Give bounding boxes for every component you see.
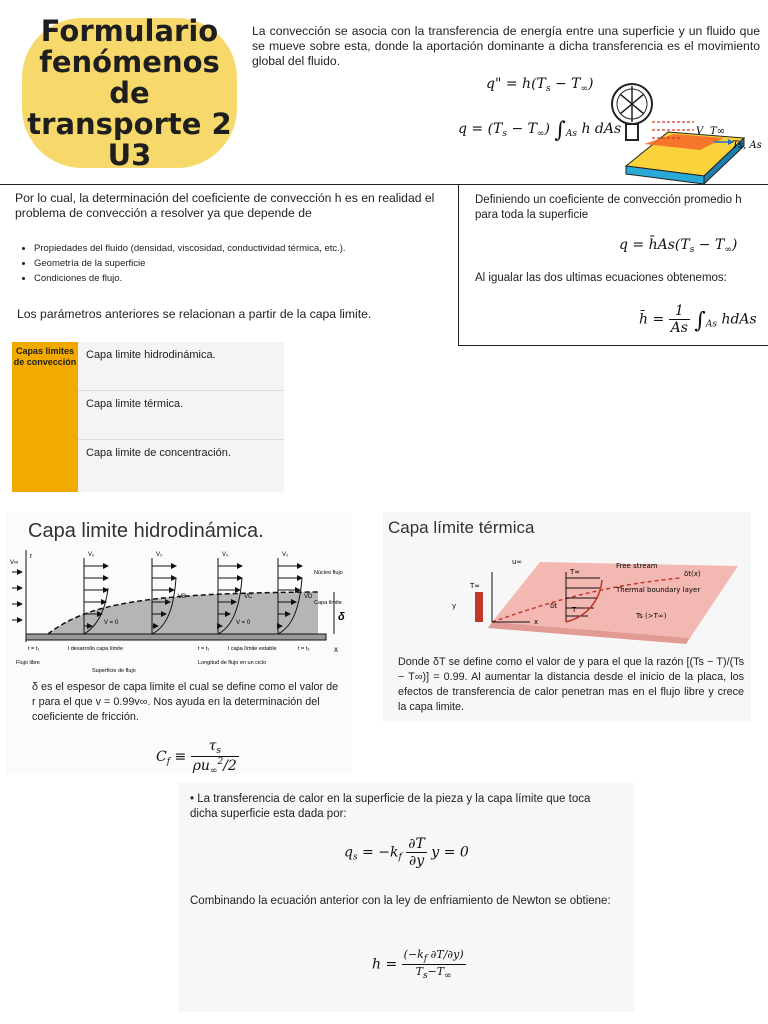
intro-paragraph: La convección se asocia con la transferencia de energía entre una superficie y un fluido que se mueve sobre esta, donde la aportación dominante a dicha transferencia es el movimiento global del fluido. (252, 24, 760, 68)
label-t-inf: T∞ (570, 568, 581, 576)
title-badge (22, 13, 237, 172)
axis-r: r (30, 553, 33, 560)
average-coefficient-box (458, 184, 768, 346)
dependency-list (20, 241, 346, 286)
bottom-bullet: • La transferencia de calor en la superficie de la pieza y la capa límite que toca dicha superficie esta dada por: (190, 793, 591, 820)
hydrodynamic-text: δ es el espesor de capa limite el cual se define como el valor de r para el que v = 0.99v∞. Nos ayuda en la determinación del coeficiente de fricción. (32, 681, 339, 723)
label-v0: V₀ (156, 552, 163, 558)
list-item: • Condiciones de flujo. (34, 271, 346, 286)
label-vb: VB (178, 594, 187, 600)
thermal-title: Capa límite térmica (388, 518, 535, 537)
equation-average-h: h̄ = $\frac{1}{As}$ $\int_{As}$ hdAs (639, 303, 757, 336)
bottom-paragraph: Combinando la ecuación anterior con la ley de enfriamiento de Newton se obtiene: (190, 895, 611, 907)
bottom-bullet-text: La transferencia de calor en la superficie de la pieza y la capa límite que toca dicha superficie esta dada por: (190, 793, 591, 820)
convection-fan-diagram (604, 76, 764, 188)
equation-surface-flux: $q_s = -k_f$ $\frac{\partial T}{\partial y}$ y = 0 (344, 836, 469, 869)
label-superficie: Superficie de flujo (92, 668, 136, 674)
diagram-velocity: V (696, 126, 704, 137)
label-t: T (572, 606, 577, 614)
label-vc: VC (244, 594, 253, 600)
label-l-desarrollo: l desarrollo capa límite (68, 646, 124, 652)
hydrodynamic-diagram (8, 548, 350, 674)
label-v-zero: V = 0 (236, 620, 251, 626)
label-flujo-libre: Flujo libre (16, 660, 40, 666)
label-t1: t = t₁ (28, 646, 40, 652)
heat-transfer-panel (178, 782, 634, 1012)
label-x: x (534, 618, 539, 626)
label-nucleo: Núcleo flujo (314, 570, 343, 576)
label-delta-t-x: δt(x) (684, 570, 701, 578)
equation-h: h = $\frac{(-k_f \partial T/\partial y)}{T_s-T_\infty}$ (372, 948, 464, 981)
label-u-inf: u∞ (512, 558, 523, 566)
list-item: • Geometría de la superficie (34, 256, 346, 271)
equation-average-rate: $q = h̄As(T_s - T_\infty)$ (619, 237, 738, 255)
label-delta-t: δt (550, 602, 558, 610)
label-v-zero: V = 0 (104, 620, 119, 626)
title-line: Formulario (40, 13, 219, 48)
label-v0: V₀ (88, 552, 95, 558)
label-t2: t = t₂ (298, 646, 310, 652)
axis-x: x (334, 645, 338, 654)
box1-paragraph: Por lo cual, la determinación del coeficiente de convección h es en realidad el problema de convección a resolver ya que depende de (15, 191, 435, 220)
label-l-estable: l capa límite estable (228, 646, 277, 652)
diagram-ts-as: Ts, As (732, 140, 762, 151)
equation-heat-flux: q" = $h(T_s - T_\infty)$ (486, 76, 594, 94)
label-vd: VD (304, 594, 313, 600)
label-y: y (452, 602, 457, 610)
label-thermal-bl: Thermal boundary layer (616, 586, 701, 594)
label-t-inf: T∞ (470, 582, 481, 590)
label-v0: V₀ (282, 552, 289, 558)
label-t1: t = t₁ (198, 646, 210, 652)
list-item: • Propiedades del fluido (densidad, viscosidad, conductividad térmica, etc.). (34, 241, 346, 256)
title-line: U3 (107, 137, 152, 172)
capas-list (78, 342, 284, 492)
box2-paragraph2: Al igualar las dos ultimas ecuaciones obtenemos: (475, 272, 727, 284)
convection-coefficient-box (0, 184, 459, 337)
title-line: fenómenos de (39, 44, 220, 110)
label-v0: V₀ (222, 552, 229, 558)
capas-side-label: Capas limites de convección (12, 342, 78, 492)
thermal-text: Donde δT se define como el valor de y para el que la razón [(Ts − T)/(Ts − T∞)] = 0.99. Al aumentar la distancia desde el inicio de la placa, los efectos de transferencia de calor penetran mas en el flujo libre y crece la capa limite. (398, 656, 744, 713)
box2-paragraph1: Definiendo un coeficiente de convección promedio h para toda la superficie (475, 194, 742, 221)
label-v-inf: V∞ (10, 560, 19, 566)
box1-closing: Los parámetros anteriores se relacionan a partir de la capa limite. (17, 307, 372, 321)
title-line: transporte 2 (27, 106, 232, 141)
equation-friction-coefficient: $C_f$ ≡ $\frac{\tau_s}{\rho u_\infty^2/2}$ (156, 738, 237, 776)
list-item: Capa limite térmica. (78, 391, 284, 440)
label-capa: Capa límite (314, 600, 342, 606)
hydrodynamic-title: Capa limite hidrodinámica. (28, 520, 264, 542)
label-longitud: Longitud de flujo en un ciclo (198, 660, 267, 666)
equation-heat-rate: $q = (T_s - T_\infty)$ $\int_{As}$ h dAs (458, 118, 622, 143)
label-delta: δ (338, 611, 345, 623)
label-ts: Ts (>T∞) (636, 612, 667, 620)
label-free-stream: Free stream (616, 562, 658, 570)
diagram-t-inf: T∞ (710, 126, 725, 137)
thermal-diagram (440, 552, 740, 648)
list-item: Capa limite de concentración. (86, 447, 231, 459)
list-item: Capa limite hidrodinámica. (78, 342, 284, 391)
